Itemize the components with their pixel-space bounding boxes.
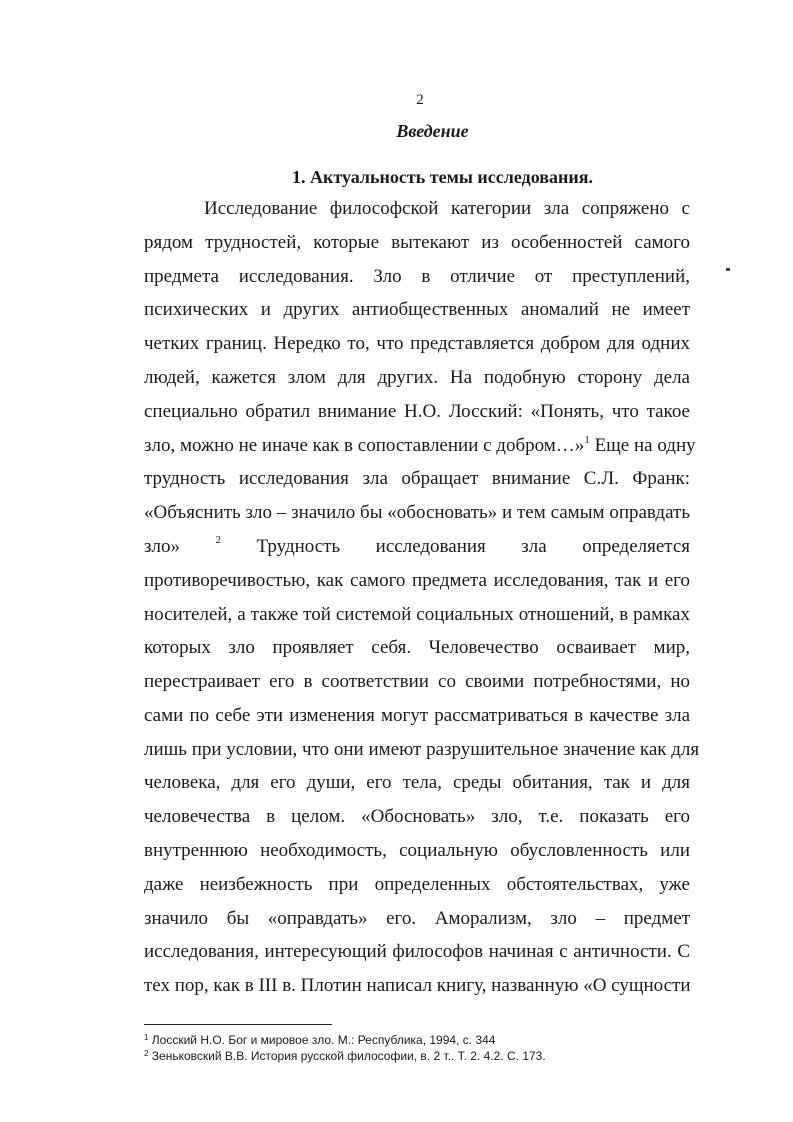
footnote-text: Зеньковский В.В. История русской философии, в. 2 т.. Т. 2. 4.2. С. 173. bbox=[151, 1049, 546, 1063]
body-line-text: которых зло проявляет себя. Человечество осваивает мир, bbox=[144, 637, 690, 658]
section-heading: 1. Актуальность темы исследования. bbox=[292, 167, 593, 187]
body-line-text: лишь при условии, что они имеют разрушительное значение как для bbox=[144, 739, 700, 760]
footnote-number: 2 bbox=[144, 1049, 149, 1058]
body-line-text: перестраивает его в соответствии со своими потребностями, но bbox=[144, 671, 690, 692]
body-line bbox=[144, 366, 690, 390]
body-line-text: Трудность исследования зла определяется bbox=[256, 536, 691, 557]
body-line-text: Еще на одну bbox=[594, 435, 696, 456]
body-line-text: специально обратил внимание Н.О. Лосский: «Понять, что такое bbox=[144, 401, 690, 422]
body-line-text: рядом трудностей, которые вытекают из особенностей самого bbox=[144, 232, 690, 253]
footnote bbox=[144, 1033, 495, 1047]
body-line bbox=[144, 839, 690, 863]
body-line-text: зло, можно не иначе как в сопоставлении с добром…» bbox=[144, 435, 585, 456]
body-line-text: человечества в целом. «Обосновать» зло, т.е. показать его bbox=[144, 806, 690, 827]
page-number: 2 bbox=[416, 92, 424, 108]
footnote-text: Лосский Н.О. Бог и мировое зло. М.: Республика, 1994, с. 344 bbox=[151, 1033, 496, 1047]
body-line-text: зло» bbox=[144, 536, 180, 557]
body-line bbox=[144, 501, 690, 525]
body-line bbox=[144, 974, 690, 998]
body-line bbox=[144, 771, 690, 795]
body-line-text: тех пор, как в III в. Плотин написал книгу, названную «О сущности bbox=[144, 975, 691, 996]
footnote-marker-1: 1 bbox=[584, 434, 590, 446]
body-line bbox=[144, 873, 690, 897]
body-line bbox=[144, 231, 690, 255]
body-line bbox=[144, 940, 690, 964]
body-line bbox=[144, 670, 690, 694]
body-line-text: психических и других антиобщественных аномалий не имеет bbox=[144, 299, 690, 320]
body-line bbox=[204, 197, 690, 221]
body-line bbox=[144, 332, 690, 356]
body-line-text: сами по себе эти изменения могут рассматриваться в качестве зла bbox=[144, 705, 690, 726]
body-line-text: исследования, интересующий философов начиная с античности. С bbox=[144, 941, 690, 962]
body-line bbox=[144, 636, 690, 660]
body-line bbox=[144, 265, 690, 289]
body-line-text: четких границ. Нередко то, что представляется добром для одних bbox=[144, 333, 690, 354]
body-line bbox=[144, 704, 690, 728]
body-line-text: значило бы «оправдать» его. Аморализм, зло – предмет bbox=[144, 908, 690, 929]
scan-speck bbox=[726, 268, 730, 271]
body-line bbox=[144, 907, 690, 931]
body-line-text: даже неизбежность при определенных обстоятельствах, уже bbox=[144, 874, 690, 895]
body-line bbox=[144, 805, 690, 829]
body-line-text: носителей, а также той системой социальных отношений, в рамках bbox=[144, 604, 690, 625]
footnote-separator bbox=[144, 1024, 332, 1025]
body-line-text: внутреннюю необходимость, социальную обусловленность или bbox=[144, 840, 690, 861]
body-line bbox=[144, 467, 690, 491]
body-line-text: человека, для его души, его тела, среды обитания, так и для bbox=[144, 772, 690, 793]
body-line bbox=[144, 400, 690, 424]
body-line-text: Исследование философской категории зла сопряжено с bbox=[204, 198, 690, 219]
body-line-text: людей, кажется злом для других. На подобную сторону дела bbox=[144, 367, 690, 388]
body-line-text: трудность исследования зла обращает внимание С.Л. Франк: bbox=[144, 468, 690, 489]
intro-heading: Введение bbox=[396, 121, 469, 141]
body-line-text: «Объяснить зло – значило бы «обосновать» и тем самым оправдать bbox=[144, 502, 690, 523]
body-line bbox=[144, 738, 700, 762]
body-line bbox=[144, 603, 690, 627]
body-line bbox=[144, 298, 690, 322]
body-line bbox=[144, 434, 696, 458]
body-line-text: предмета исследования. Зло в отличие от преступлений, bbox=[144, 266, 690, 287]
footnote-number: 1 bbox=[144, 1033, 149, 1042]
body-line-text: противоречивостью, как самого предмета исследования, так и его bbox=[144, 570, 690, 591]
footnote bbox=[144, 1049, 546, 1063]
body-line bbox=[144, 569, 690, 593]
body-line: зло» 2 Трудность исследования зла определяется bbox=[144, 534, 691, 557]
